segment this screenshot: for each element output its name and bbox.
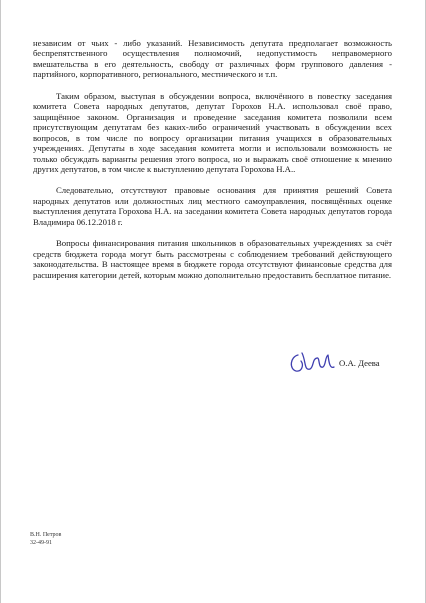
signatory-name: О.А. Деева xyxy=(339,358,380,368)
letter-body xyxy=(33,38,392,291)
paragraph-4: Вопросы финансирования питания школьников в образовательных учреждениях за счёт средств бюджета города могут быть рассмотрены с соблюдением требований действующего законодательства. В настоящее время в бюджете города отсутствуют финансовые средства для расширения категории детей, которым можно дополнительно предоставить бесплатное питание. xyxy=(33,238,392,280)
paragraph-1: независим от чьих - либо указаний. Независимость депутата предполагает возможность беспрепятственного осуществления полномочий, недопустимость неправомерного вмешательства в его деятельность, свободу от различных форм группового давления - партийного, корпоративного, регионального, местнического и т.п. xyxy=(33,38,392,80)
page-left-edge xyxy=(0,0,1,603)
executor-phone: 32-49-91 xyxy=(30,540,52,546)
executor-name: В.Н. Петров xyxy=(30,532,62,538)
executor-footer xyxy=(30,531,61,547)
paragraph-2: Таким образом, выступая в обсуждении вопроса, включённого в повестку заседания комитета Совета народных депутатов, депутат Горохов Н.А. использовал своё право, защищённое законом. Организация и проведение заседания комитета позволили всем присутствующим депутатам без каких-либо ограничений участвовать в обсуждении всех вопросов, в том числе по вопросу организации питания учащихся в образовательных учреждениях. Депутаты в ходе заседания комитета могли и использовали возможность не только обсуждать варианты решения этого вопроса, но и выражать своё отношение к мнению других депутатов, в том числе к выступлению депутата Горохова Н.А.. xyxy=(33,90,392,174)
paragraph-3: Следовательно, отсутствуют правовые основания для принятия решений Совета народных депутатов или должностных лиц местного самоуправления, посвящённых оценке выступления депутата Горохова Н.А. на заседании комитета Совета народных депутатов города Владимира 06.12.2018 г. xyxy=(33,185,392,227)
